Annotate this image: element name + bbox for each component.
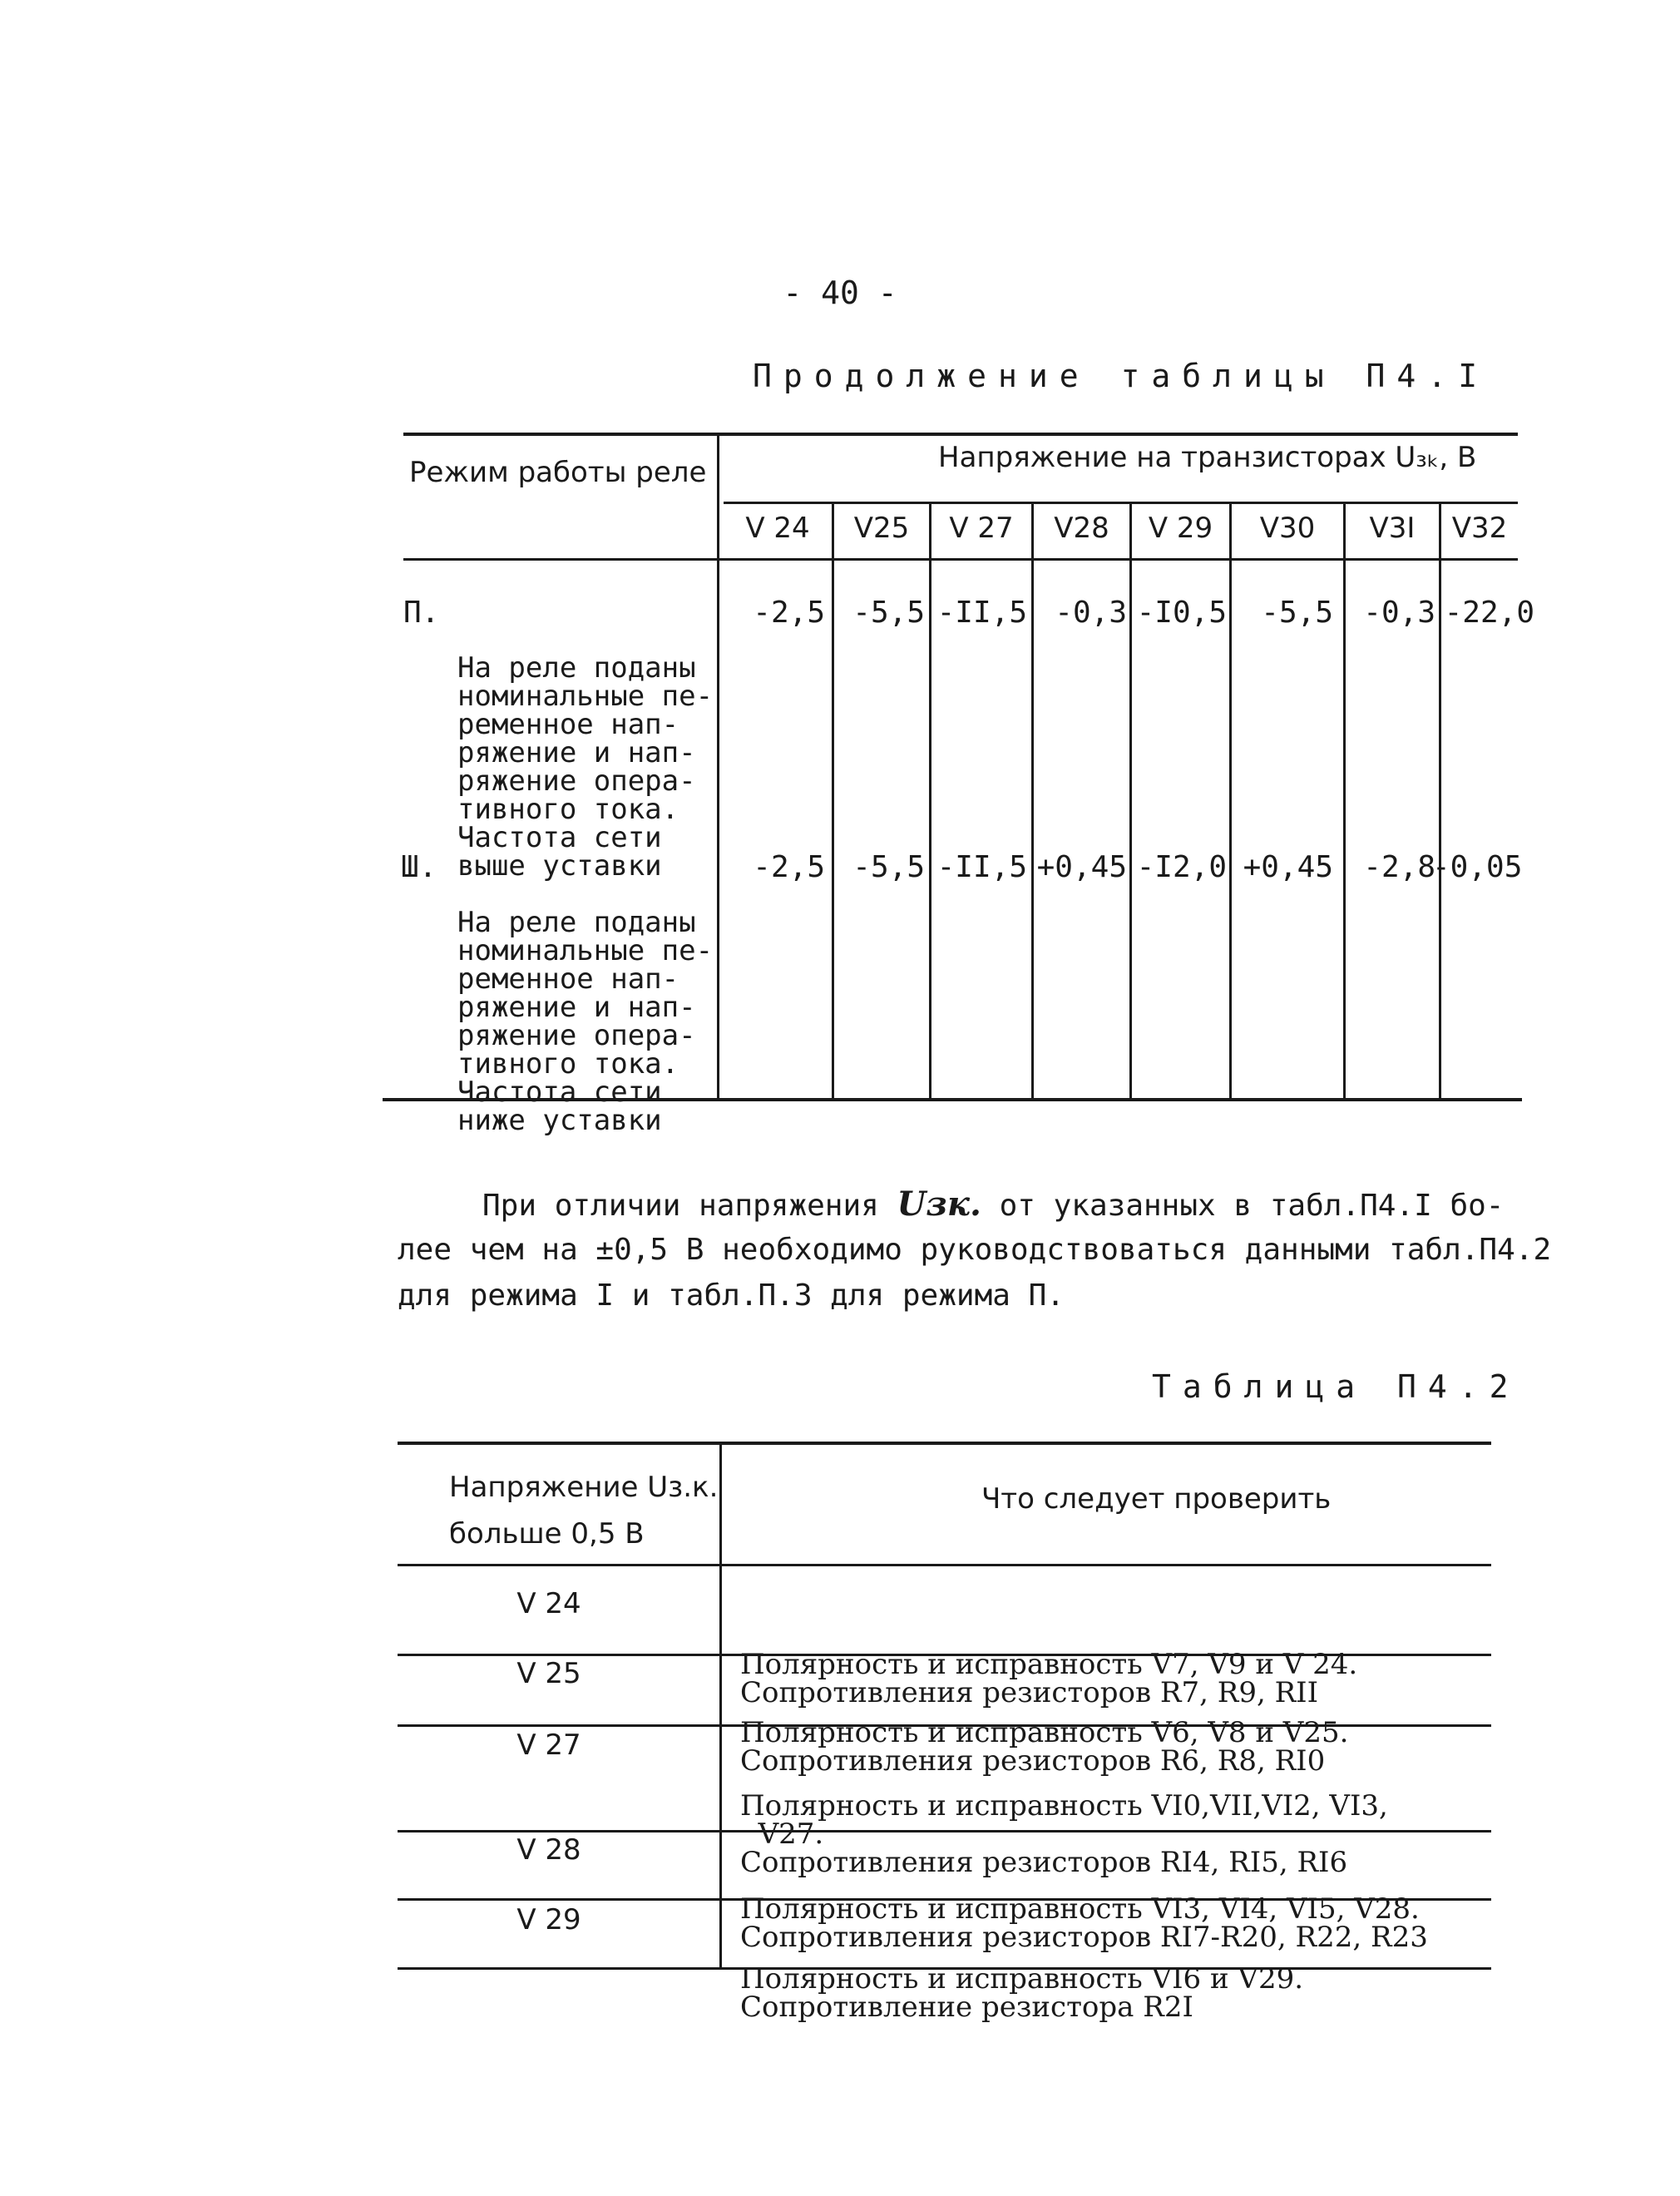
voltage-value: -II,5	[936, 850, 1027, 884]
check-text: Полярность и исправность V6, V8 и V25. Сопротивления резисторов R6, R8, RI0	[740, 1716, 1349, 1778]
voltage-value: -5,5	[852, 596, 925, 630]
check-text: Полярность и исправность VI6 и V29. Сопротивление резистора R2I	[740, 1962, 1304, 2024]
paragraph-line: для режима I и табл.П.3 для режима П.	[398, 1279, 1065, 1313]
column-header: V 29	[1148, 512, 1213, 545]
voltage-value: -2,8	[1363, 850, 1435, 884]
header-mode: Режим работы реле	[409, 456, 707, 489]
transistor-label: V 29	[516, 1903, 581, 1936]
table1-caption: Продолжение таблицы П4.I	[753, 358, 1490, 394]
mode-description: На реле поданы номинальные пе- ременное нап- ряжение и нап- ряжение опера- тивного тока. Частота сети выше уставки	[457, 651, 714, 883]
table1-header-rule	[724, 502, 1518, 504]
voltage-symbol: Uзк.	[897, 1185, 981, 1224]
voltage-value: -5,5	[852, 850, 925, 884]
mode-number: П.	[403, 596, 440, 630]
col-divider	[1343, 502, 1346, 1099]
voltage-value: -II,5	[936, 596, 1027, 630]
header-check: Что следует проверить	[981, 1482, 1332, 1516]
table1-header-bottom-rule	[403, 558, 1518, 561]
voltage-value: -2,5	[753, 850, 825, 884]
transistor-label: V 25	[516, 1657, 581, 1690]
table1-divider	[717, 434, 719, 1100]
header-voltage: Напряжение на транзисторах U₃ₖ, В	[938, 441, 1477, 474]
transistor-label: V 24	[516, 1587, 581, 1620]
voltage-value: -I0,5	[1136, 596, 1227, 630]
column-header: V 27	[949, 512, 1014, 545]
col-divider	[1031, 502, 1034, 1099]
mode-description: На реле поданы номинальные пе- ременное нап- ряжение и нап- ряжение опера- тивного тока. Частота сети ниже уставки	[457, 906, 714, 1137]
paragraph-line: При отличии напряжения Uзк. от указанных в табл.П4.I бо-	[482, 1185, 1505, 1224]
check-text: Полярность и исправность VI0,VII,VI2, VI3, V27. Сопротивления резисторов RI4, RI5, RI6	[740, 1789, 1388, 1879]
transistor-label: V 28	[516, 1833, 581, 1867]
voltage-value: -0,05	[1432, 850, 1523, 884]
page-number: - 40 -	[783, 274, 897, 311]
col-divider	[1129, 502, 1132, 1099]
col-divider	[1439, 502, 1441, 1099]
mode-number: Ш.	[401, 850, 437, 884]
check-text: Полярность и исправность VI3, VI4, VI5, V28. Сопротивления резисторов RI7-R20, R22, R23	[740, 1892, 1428, 1954]
table1-top-rule	[403, 433, 1518, 436]
col-divider	[1229, 502, 1232, 1099]
transistor-label: V 27	[516, 1729, 581, 1762]
header-voltage-threshold: Напряжение Uз.к. больше 0,5 В	[449, 1471, 719, 1551]
table2-caption: Таблица П4.2	[1152, 1368, 1520, 1405]
voltage-value: -2,5	[753, 596, 825, 630]
voltage-value: -5,5	[1261, 596, 1333, 630]
voltage-value: -0,3	[1055, 596, 1127, 630]
column-header: V32	[1451, 512, 1508, 545]
voltage-value: -I2,0	[1136, 850, 1227, 884]
column-header: V 24	[745, 512, 810, 545]
column-header: V28	[1054, 512, 1109, 545]
paragraph-line: лее чем на ±0,5 В необходимо руководствоваться данными табл.П4.2	[398, 1233, 1552, 1267]
check-text: Полярность и исправность V7, V9 и V 24. Сопротивления резисторов R7, R9, RII	[740, 1648, 1358, 1709]
column-header: V30	[1259, 512, 1316, 545]
col-divider	[832, 502, 834, 1099]
column-header: V3I	[1369, 512, 1416, 545]
col-divider	[929, 502, 931, 1099]
column-header: V25	[853, 512, 910, 545]
table2-header-rule	[398, 1564, 1491, 1566]
table2-top-rule	[398, 1442, 1491, 1445]
table2-divider	[719, 1443, 722, 1969]
voltage-value: +0,45	[1243, 850, 1333, 884]
voltage-value: +0,45	[1036, 850, 1127, 884]
voltage-value: -0,3	[1363, 596, 1435, 630]
voltage-value: -22,0	[1444, 596, 1534, 630]
